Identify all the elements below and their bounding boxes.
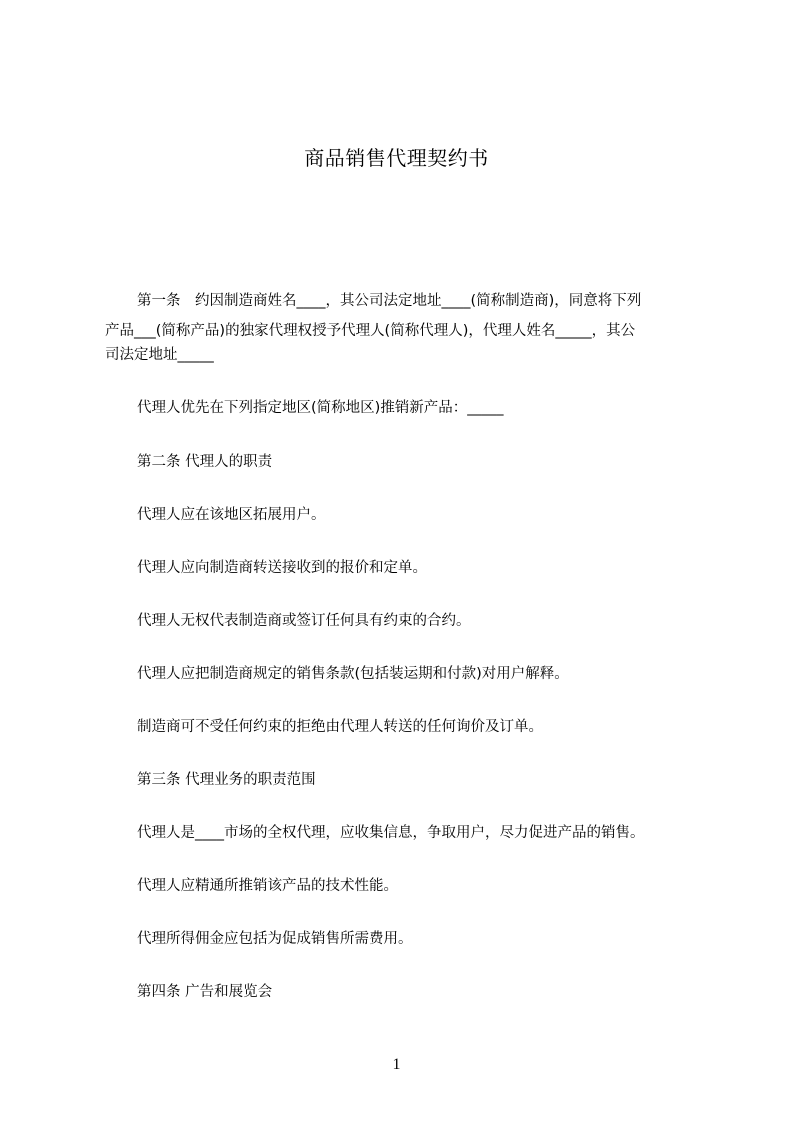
paragraph-item: 代理人应向制造商转送接收到的报价和定单。: [137, 560, 427, 576]
document-title: 商品销售代理契约书: [304, 146, 489, 170]
paragraph-item: 代理人应在该地区拓展用户。: [137, 507, 326, 523]
paragraph-item: 制造商可不受任何约束的拒绝由代理人转送的任何询价及订单。: [137, 719, 543, 735]
heading-article-2: 第二条 代理人的职责: [137, 454, 273, 470]
heading-article-4: 第四条 广告和展览会: [137, 984, 273, 1000]
paragraph-item: 代理人无权代表制造商或签订任何具有约束的合约。: [137, 613, 471, 629]
page-number: 1: [392, 1056, 401, 1073]
paragraph-item: 代理人是____市场的全权代理，应收集信息，争取用户，尽力促进产品的销售。: [137, 825, 645, 841]
article-1-line-2: 产品___(简称产品)的独家代理权授予代理人(简称代理人)，代理人姓名_____，其公: [105, 323, 636, 339]
paragraph-item: 代理人应把制造商规定的销售条款(包括装运期和付款)对用户解释。: [137, 666, 569, 682]
paragraph-item: 代理所得佣金应包括为促成销售所需费用。: [137, 931, 413, 947]
article-1-line-1: 第一条 约因制造商姓名____，其公司法定地址____(简称制造商)，同意将下列: [137, 293, 642, 309]
article-1-line-3: 司法定地址_____: [105, 347, 214, 363]
paragraph-designated-area: 代理人优先在下列指定地区(简称地区)推销新产品：_____: [137, 400, 504, 416]
heading-article-3: 第三条 代理业务的职责范围: [137, 772, 316, 788]
paragraph-item: 代理人应精通所推销该产品的技术性能。: [137, 878, 398, 894]
